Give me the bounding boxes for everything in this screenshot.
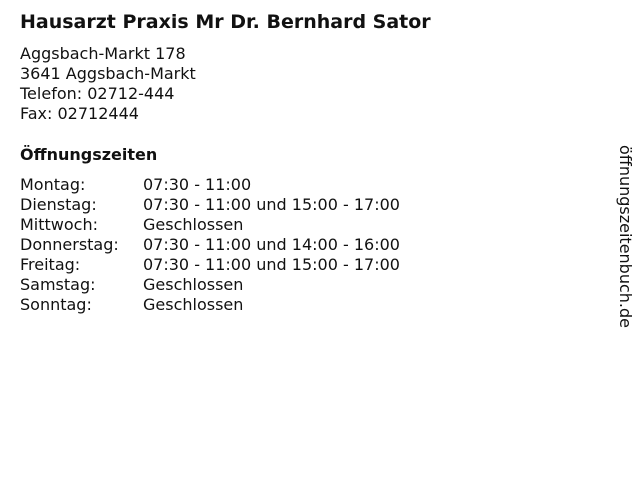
practice-title: Hausarzt Praxis Mr Dr. Bernhard Sator	[20, 11, 431, 33]
hours-row-tuesday	[20, 195, 400, 215]
hours-row-wednesday	[20, 215, 400, 235]
time-value: 07:30 - 11:00 und 15:00 - 17:00	[143, 195, 400, 214]
side-brand-text: öffnungszeitenbuch.de	[616, 144, 635, 328]
time-value: 07:30 - 11:00	[143, 175, 252, 194]
time-value: Geschlossen	[143, 275, 244, 294]
day-label: Freitag:	[20, 255, 81, 274]
day-label: Mittwoch:	[20, 215, 98, 234]
opening-hours-heading: Öffnungszeiten	[20, 145, 158, 164]
day-label: Montag:	[20, 175, 86, 194]
hours-row-monday	[20, 175, 400, 195]
time-value: 07:30 - 11:00 und 14:00 - 16:00	[143, 235, 400, 254]
opening-hours-table	[20, 175, 400, 315]
hours-row-saturday	[20, 275, 400, 295]
hours-row-sunday	[20, 295, 400, 315]
address-city: 3641 Aggsbach-Markt	[20, 64, 196, 83]
time-value: 07:30 - 11:00 und 15:00 - 17:00	[143, 255, 400, 274]
time-value: Geschlossen	[143, 215, 244, 234]
day-label: Dienstag:	[20, 195, 97, 214]
hours-row-friday	[20, 255, 400, 275]
address-street: Aggsbach-Markt 178	[20, 44, 186, 63]
time-value: Geschlossen	[143, 295, 244, 314]
address-phone: Telefon: 02712-444	[20, 84, 175, 103]
day-label: Donnerstag:	[20, 235, 119, 254]
day-label: Sonntag:	[20, 295, 92, 314]
address-fax: Fax: 02712444	[20, 104, 139, 123]
side-brand-watermark	[612, 136, 638, 336]
day-label: Samstag:	[20, 275, 96, 294]
hours-row-thursday	[20, 235, 400, 255]
address-block	[20, 44, 196, 124]
